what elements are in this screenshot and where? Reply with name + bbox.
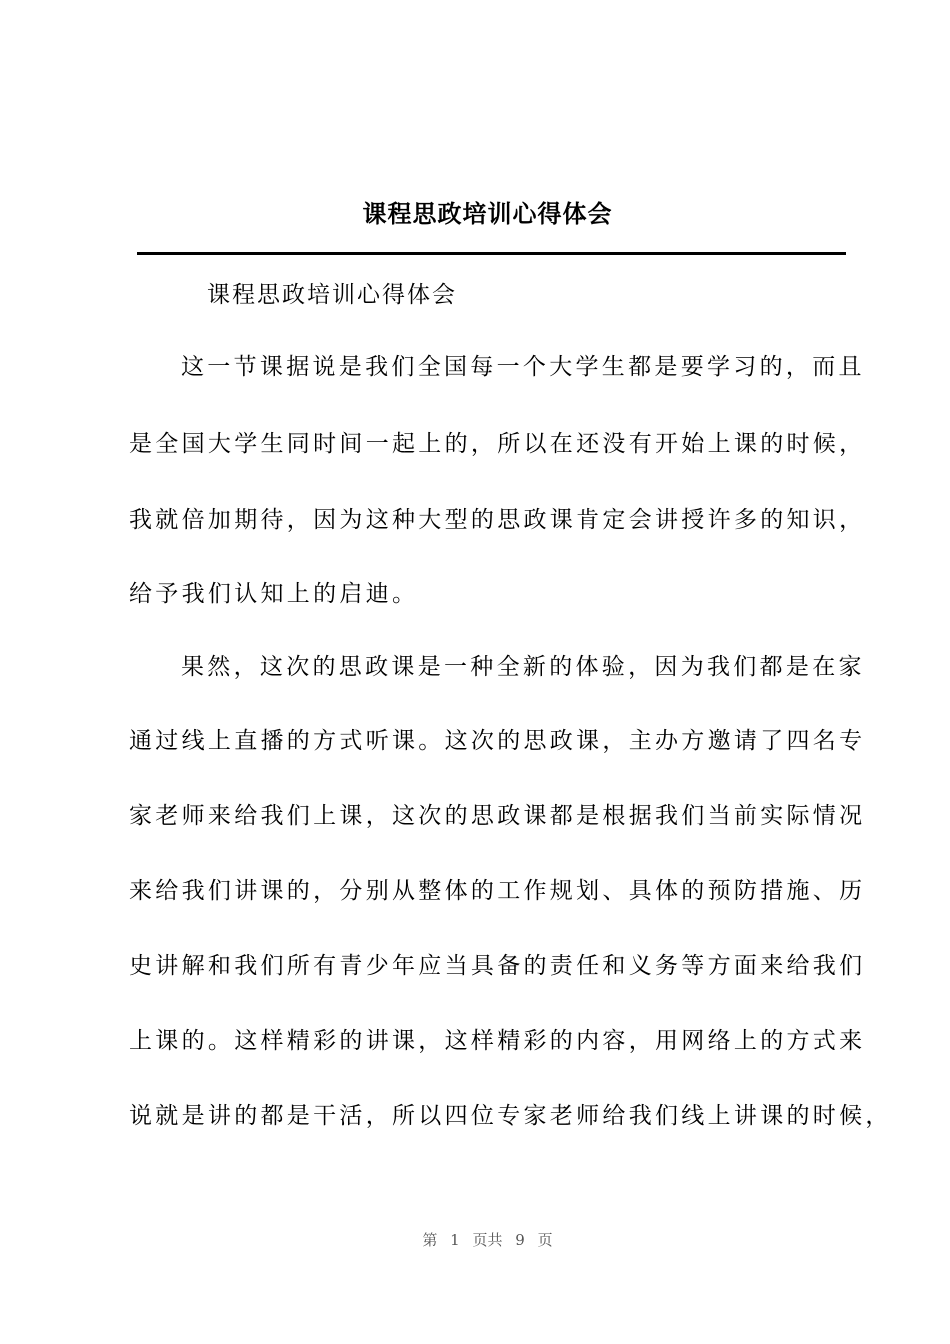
paragraph-1-line-2: 是全国大学生同时间一起上的，所以在还没有开始上课的时候，	[129, 431, 866, 457]
paragraph-2-line-5: 史讲解和我们所有青少年应当具备的责任和义务等方面来给我们	[129, 953, 866, 979]
paragraph-2-line-6: 上课的。这样精彩的讲课，这样精彩的内容，用网络上的方式来	[129, 1028, 866, 1054]
document-subtitle: 课程思政培训心得体会	[207, 282, 457, 308]
paragraph-2-line-1: 果然，这次的思政课是一种全新的体验，因为我们都是在家	[181, 654, 865, 680]
paragraph-1-line-4: 给予我们认知上的启迪。	[129, 581, 419, 607]
paragraph-1-line-1: 这一节课据说是我们全国每一个大学生都是要学习的，而且	[181, 354, 865, 380]
title-divider	[137, 252, 846, 255]
paragraph-2-line-7: 说就是讲的都是干活，所以四位专家老师给我们线上讲课的时候，	[129, 1103, 892, 1129]
document-title: 课程思政培训心得体会	[362, 199, 613, 228]
page-number-footer: 第 1 页共 9 页	[422, 1231, 553, 1249]
paragraph-2-line-3: 家老师来给我们上课，这次的思政课都是根据我们当前实际情况	[129, 803, 866, 829]
paragraph-2-line-4: 来给我们讲课的，分别从整体的工作规划、具体的预防措施、历	[129, 878, 866, 904]
paragraph-1-line-3: 我就倍加期待，因为这种大型的思政课肯定会讲授许多的知识，	[129, 507, 866, 533]
paragraph-2-line-2: 通过线上直播的方式听课。这次的思政课，主办方邀请了四名专	[129, 728, 866, 754]
